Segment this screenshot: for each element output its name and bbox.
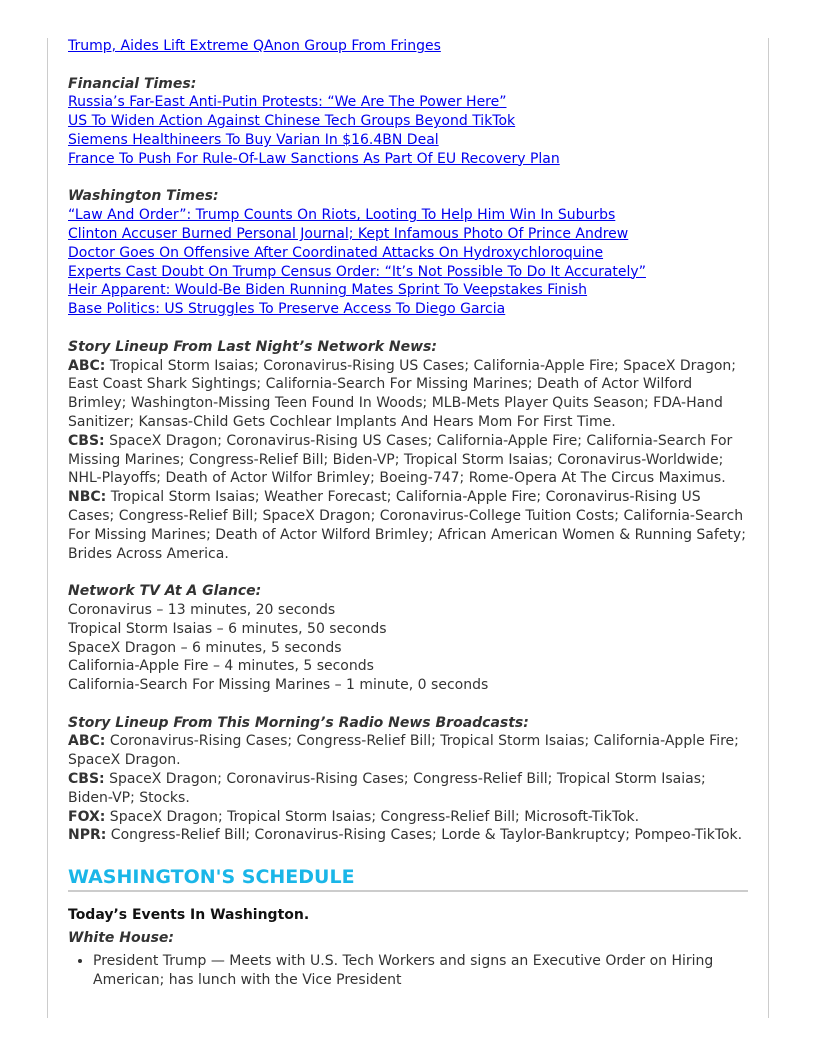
wt-link[interactable]: Experts Cast Doubt On Trump Census Order: “It’s Not Possible To Do It Accurately”: [68, 263, 646, 280]
lineup-text: SpaceX Dragon; Tropical Storm Isaias; Congress-Relief Bill; Microsoft-TikTok.: [105, 808, 640, 825]
today-heading: Today’s Events In Washington.: [68, 907, 310, 924]
glance-line: California-Apple Fire – 4 minutes, 5 seconds: [68, 658, 374, 675]
network-label: CBS:: [68, 432, 105, 449]
radio-lineup-cbs: [68, 770, 748, 808]
network-label: ABC:: [68, 357, 106, 374]
glance-line: Tropical Storm Isaias – 6 minutes, 50 seconds: [68, 620, 387, 637]
ft-link[interactable]: France To Push For Rule-Of-Law Sanctions As Part Of EU Recovery Plan: [68, 150, 560, 167]
network-lineup-nbc: [68, 488, 748, 563]
section-title: WASHINGTON'S SCHEDULE: [68, 865, 748, 892]
ft-link[interactable]: Siemens Healthineers To Buy Varian In $16.4BN Deal: [68, 131, 439, 148]
white-house-label: [68, 929, 748, 948]
ft-link[interactable]: US To Widen Action Against Chinese Tech Groups Beyond TikTok: [68, 113, 516, 130]
lineup-text: Congress-Relief Bill; Coronavirus-Rising Cases; Lorde & Taylor-Bankruptcy; Pompeo-TikTok.: [106, 827, 743, 844]
top-link[interactable]: Trump, Aides Lift Extreme QAnon Group From Fringes: [68, 38, 441, 54]
lineup-text: SpaceX Dragon; Coronavirus-Rising Cases; Congress-Relief Bill; Tropical Storm Isaias; Biden-VP; Stocks.: [68, 771, 706, 806]
network-lineup-abc: [68, 357, 748, 432]
radio-lineup-npr: [68, 826, 748, 845]
network-label: CBS:: [68, 771, 105, 788]
wt-link[interactable]: Clinton Accuser Burned Personal Journal; Kept Infamous Photo Of Prince Andrew: [68, 225, 629, 242]
glance-line: SpaceX Dragon – 6 minutes, 5 seconds: [68, 639, 342, 656]
wt-link[interactable]: Doctor Goes On Offensive After Coordinated Attacks On Hydroxychloroquine: [68, 244, 604, 261]
radio-news-heading: Story Lineup From This Morning’s Radio News Broadcasts:: [68, 714, 529, 731]
white-house-colon: :: [168, 930, 175, 947]
lineup-text: Coronavirus-Rising Cases; Congress-Relief Bill; Tropical Storm Isaias; California-Apple Fire; SpaceX Dragon.: [68, 733, 739, 769]
network-label: FOX:: [68, 808, 106, 825]
white-house-list: [68, 952, 748, 990]
network-news-heading: Story Lineup From Last Night’s Network News:: [68, 338, 437, 355]
washington-times-label: Washington Times:: [68, 188, 219, 205]
lineup-text: Tropical Storm Isaias; Coronavirus-Rising US Cases; California-Apple Fire; SpaceX Dragon; East Coast Shark Sightings; California-Search For Missing Marines; Death of Actor Wilford Brimley; Washington-Missing Teen Found In Woods; MLB-Mets Player Quits Season; FDA-Hand Sanitizer; Kansas-Child Gets Cochlear Implants And Hears Mom For First Time.: [68, 357, 737, 430]
network-label: NPR:: [68, 827, 107, 844]
list-item: • President Trump — Meets with U.S. Tech Workers and signs an Executive Order on Hiring American; has lunch with the Vice President: [93, 952, 748, 990]
ft-link[interactable]: Russia’s Far-East Anti-Putin Protests: “We Are The Power Here”: [68, 94, 507, 111]
glance-line: California-Search For Missing Marines – 1 minute, 0 seconds: [68, 677, 489, 694]
network-label: ABC:: [68, 733, 106, 750]
radio-lineup-fox: [68, 808, 748, 827]
newsletter-content: [68, 37, 748, 989]
wt-link[interactable]: Base Politics: US Struggles To Preserve Access To Diego Garcia: [68, 301, 506, 318]
financial-times-label: Financial Times:: [68, 75, 197, 92]
network-label: NBC:: [68, 489, 107, 506]
lineup-text: SpaceX Dragon; Coronavirus-Rising US Cases; California-Apple Fire; California-Search For Missing Marines; Congress-Relief Bill; Biden-VP; Tropical Storm Isaias; Coronavirus-Worldwide; NHL-Playoffs; Death of Actor Wilfor Brimley; Boeing-747; Rome-Opera At The Circus Maximus.: [68, 432, 733, 487]
wt-link[interactable]: “Law And Order”: Trump Counts On Riots, Looting To Help Him Win In Suburbs: [68, 207, 616, 224]
radio-lineup-abc: [68, 732, 748, 770]
lineup-text: Tropical Storm Isaias; Weather Forecast; California-Apple Fire; Coronavirus-Rising US Cases; Congress-Relief Bill; SpaceX Dragon; Coronavirus-College Tuition Costs; California-Search For Missing Marines; Death of Actor Wilford Brimley; African American Women & Running Safety; Brides Across America.: [68, 489, 746, 562]
network-glance-heading: Network TV At A Glance:: [68, 583, 262, 600]
network-lineup-cbs: [68, 432, 748, 488]
glance-line: Coronavirus – 13 minutes, 20 seconds: [68, 601, 336, 618]
white-house-text: White House: [68, 930, 169, 947]
wt-link[interactable]: Heir Apparent: Would-Be Biden Running Mates Sprint To Veepstakes Finish: [68, 282, 588, 299]
